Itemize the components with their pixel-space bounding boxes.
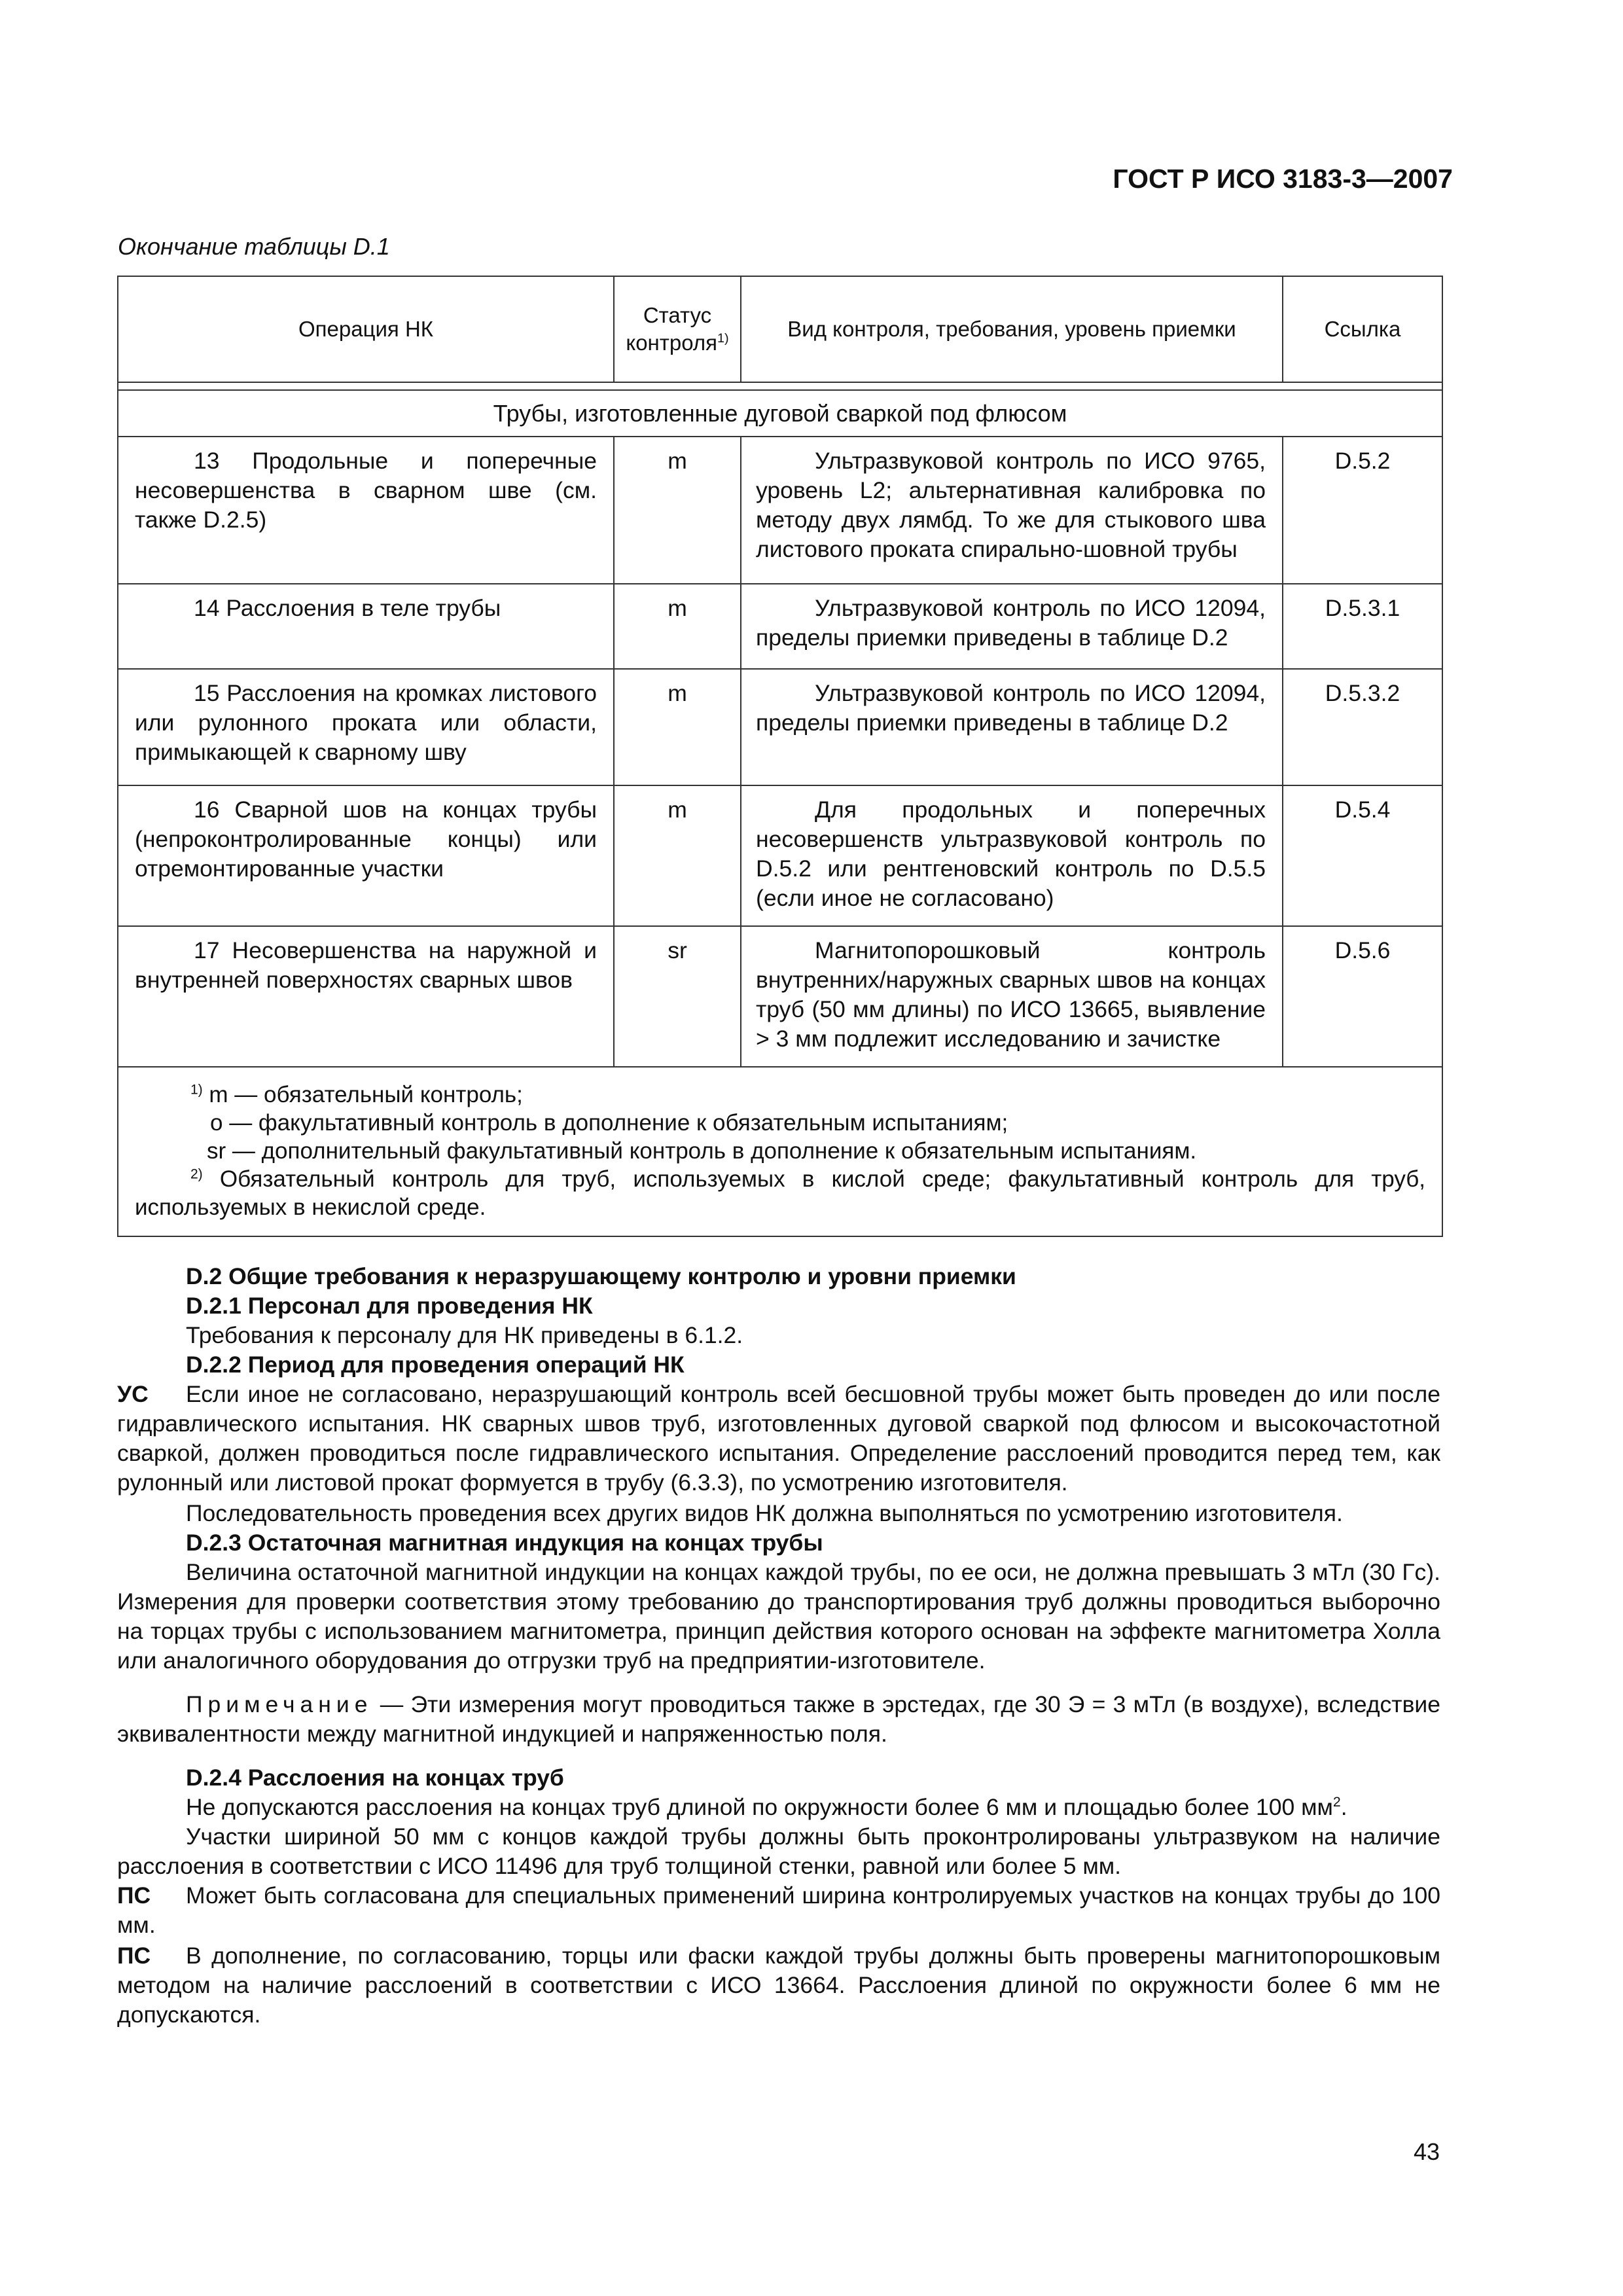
status-cell: m bbox=[614, 584, 741, 669]
operation-cell: 17 Несовершенства на наружной и внутренней поверхностях сварных швов bbox=[118, 926, 614, 1067]
control-cell: Ультразвуковой контроль по ИСО 9765, уровень L2; альтернативная калибровка по методу двух лямбд. То же для стыкового шва листового проката спирально-шовной трубы bbox=[741, 437, 1283, 584]
status-header-line2: контроля bbox=[626, 331, 717, 355]
paragraph-d24-1 bbox=[117, 1793, 1440, 1822]
table-row bbox=[118, 926, 1442, 1067]
body-text bbox=[117, 1262, 1440, 2030]
reference-cell: D.5.3.2 bbox=[1283, 669, 1442, 785]
note-text: — Эти измерения могут проводиться также в эрстедах, где 30 Э = 3 мТл (в воздухе), вследствие эквивалентности между магнитной индукцией и напряженностью поля. bbox=[117, 1691, 1440, 1747]
section-title: Трубы, изготовленные дуговой сваркой под флюсом bbox=[118, 390, 1442, 437]
nk-operations-table bbox=[117, 276, 1443, 1237]
note-2 bbox=[135, 1165, 1425, 1221]
paragraph-d24-1-text: Не допускаются расслоения на концах труб длиной по окружности более 6 мм и площадью более 100 мм bbox=[186, 1794, 1333, 1820]
ps-label: ПС bbox=[117, 1882, 151, 1909]
table-row bbox=[118, 584, 1442, 669]
control-cell: Для продольных и поперечных несовершенств ультразвуковой контроль по D.5.2 или рентгеновский контроль по D.5.5 (если иное не согласовано) bbox=[741, 785, 1283, 926]
note-paragraph bbox=[117, 1690, 1440, 1749]
footnote-ref-1: 1) bbox=[717, 331, 729, 346]
reference-cell: D.5.2 bbox=[1283, 437, 1442, 584]
operation-cell: 16 Сварной шов на концах трубы (непроконтролированные концы) или отремонтированные участки bbox=[118, 785, 614, 926]
table-row bbox=[118, 669, 1442, 785]
paragraph-d22 bbox=[117, 1380, 1440, 1498]
note-m bbox=[135, 1081, 1425, 1109]
reference-cell: D.5.4 bbox=[1283, 785, 1442, 926]
column-header-status bbox=[614, 276, 741, 382]
section-row bbox=[118, 390, 1442, 437]
status-cell: m bbox=[614, 669, 741, 785]
operation-cell: 15 Расслоения на кромках листового или рулонного проката или области, примыкающей к сварному шву bbox=[118, 669, 614, 785]
control-cell: Ультразвуковой контроль по ИСО 12094, пределы приемки приведены в таблице D.2 bbox=[741, 669, 1283, 785]
note-label: Примечание bbox=[186, 1691, 373, 1717]
superscript-2: 2 bbox=[1332, 1794, 1341, 1810]
note-sr: sr — дополнительный факультативный контроль в дополнение к обязательным испытаниям. bbox=[207, 1138, 1197, 1164]
column-header-reference: Ссылка bbox=[1283, 276, 1442, 382]
paragraph-ps2-text: В дополнение, по согласованию, торцы или фаски каждой трубы должны быть проверены магнитопорошковым методом на наличие расслоений в соответствии с ИСО 13664. Расслоения длиной по окружности более 6 мм не допускаются. bbox=[117, 1943, 1440, 2028]
reference-cell: D.5.6 bbox=[1283, 926, 1442, 1067]
section-heading-d21: D.2.1 Персонал для проведения НК bbox=[186, 1293, 593, 1319]
status-cell: m bbox=[614, 437, 741, 584]
table-caption: Окончание таблицы D.1 bbox=[118, 233, 390, 260]
note-m-text: m — обязательный контроль; bbox=[209, 1082, 523, 1107]
us-label: УС bbox=[117, 1381, 149, 1407]
paragraph-d23: Величина остаточной магнитной индукции на концах каждой трубы, по ее оси, не должна превышать 3 мТл (30 Гс). Измерения для проверки соответствия этому требованию до транспортирования труб должны проводиться выборочно на торцах трубы с использованием магнитометра, принцип действия которого основан на эффекте магнитометра Холла или аналогичного оборудования до отгрузки труб на предприятии-изготовителе. bbox=[117, 1559, 1440, 1674]
table-notes-row bbox=[118, 1067, 1442, 1236]
note-marker-2: 2) bbox=[190, 1166, 203, 1182]
paragraph-d22-text: Если иное не согласовано, неразрушающий контроль всей бесшовной трубы может быть проведен до или после гидравлического испытания. НК сварных швов труб, изготовленных дуговой сваркой под флюсом и высокочастотной сваркой, должен проводиться после гидравлического испытания. Определение расслоений проводится перед тем, как рулонный или листовой прокат формуется в трубу (6.3.3), по усмотрению изготовителя. bbox=[117, 1381, 1440, 1496]
page-number: 43 bbox=[1413, 2138, 1440, 2165]
status-cell: m bbox=[614, 785, 741, 926]
section-heading-d24: D.2.4 Расслоения на концах труб bbox=[186, 1765, 564, 1791]
paragraph-ps1 bbox=[117, 1881, 1440, 1940]
control-cell: Ультразвуковой контроль по ИСО 12094, пределы приемки приведены в таблице D.2 bbox=[741, 584, 1283, 669]
header-gap-row bbox=[118, 382, 1442, 390]
column-header-operation: Операция НК bbox=[118, 276, 614, 382]
operation-cell: 14 Расслоения в теле трубы bbox=[118, 584, 614, 669]
note-o: o — факультативный контроль в дополнение к обязательным испытаниям; bbox=[210, 1110, 1008, 1136]
table-row bbox=[118, 785, 1442, 926]
ps-label: ПС bbox=[117, 1943, 151, 1969]
section-heading-d2: D.2 Общие требования к неразрушающему контролю и уровни приемки bbox=[186, 1263, 1016, 1289]
paragraph-ps2 bbox=[117, 1941, 1440, 2030]
note-marker-1: 1) bbox=[190, 1082, 203, 1098]
section-heading-d22: D.2.2 Период для проведения операций НК bbox=[186, 1352, 685, 1378]
paragraph-d24-2: Участки шириной 50 мм с концов каждой трубы должны быть проконтролированы ультразвуком на наличие расслоения в соответствии с ИСО 11496 для труб толщиной стенки, равной или более 5 мм. bbox=[117, 1823, 1440, 1879]
table-notes bbox=[118, 1067, 1442, 1236]
control-cell: Магнитопорошковый контроль внутренних/наружных сварных швов на концах труб (50 мм длины) по ИСО 13665, выявление > 3 мм подлежит исследованию и зачистке bbox=[741, 926, 1283, 1067]
operation-cell: 13 Продольные и поперечные несовершенства в сварном шве (см. также D.2.5) bbox=[118, 437, 614, 584]
table-row bbox=[118, 437, 1442, 584]
paragraph-d22-2: Последовательность проведения всех других видов НК должна выполняться по усмотрению изготовителя. bbox=[186, 1500, 1343, 1526]
column-header-control: Вид контроля, требования, уровень приемки bbox=[741, 276, 1283, 382]
status-cell: sr bbox=[614, 926, 741, 1067]
paragraph-d21: Требования к персоналу для НК приведены в 6.1.2. bbox=[186, 1322, 743, 1348]
reference-cell: D.5.3.1 bbox=[1283, 584, 1442, 669]
paragraph-d24-1-end: . bbox=[1340, 1794, 1347, 1820]
section-heading-d23: D.2.3 Остаточная магнитная индукция на концах трубы bbox=[186, 1530, 823, 1556]
status-header-line1: Статус bbox=[643, 303, 712, 327]
table-header-row bbox=[118, 276, 1442, 382]
document-code: ГОСТ Р ИСО 3183-3—2007 bbox=[1113, 164, 1453, 194]
paragraph-ps1-text: Может быть согласована для специальных применений ширина контролируемых участков на концах трубы до 100 мм. bbox=[117, 1882, 1440, 1938]
note-2-text: Обязательный контроль для труб, используемых в кислой среде; факультативный контроль для труб, используемых в некислой среде. bbox=[135, 1166, 1425, 1220]
